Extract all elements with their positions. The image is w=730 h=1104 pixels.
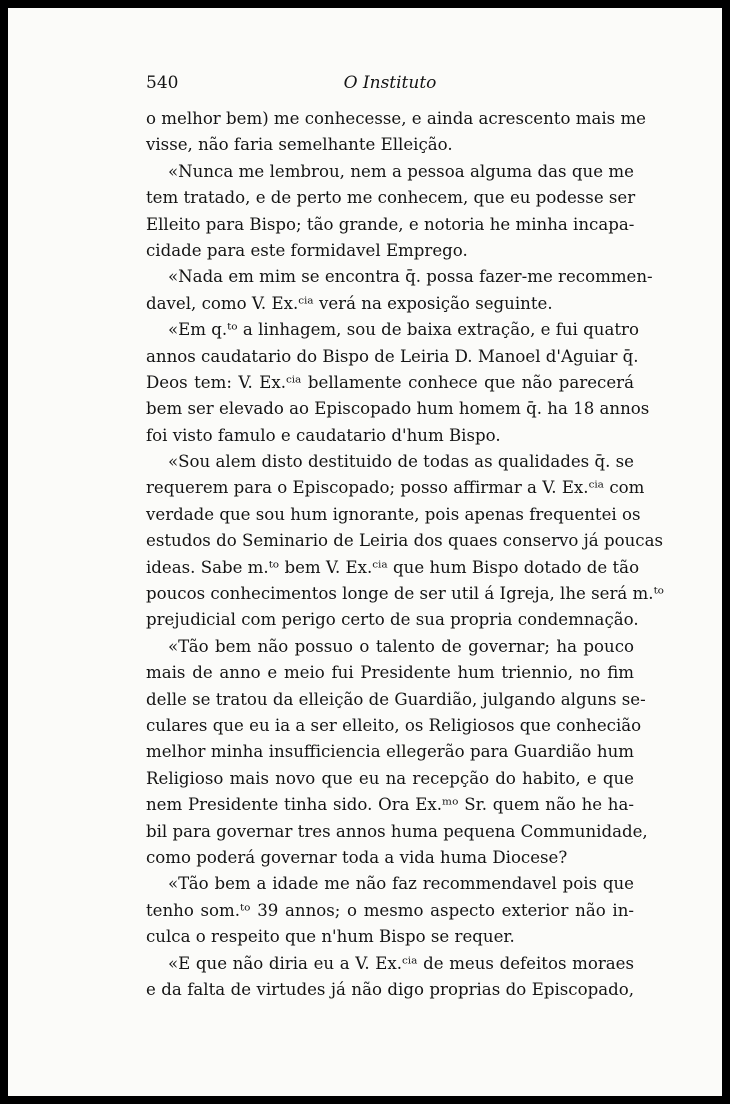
text-line: prejudicial com perigo certo de sua propria condemnação.	[146, 610, 639, 630]
text-line: Religioso mais novo que eu na recepção do habito, e que	[146, 768, 634, 788]
text-line: ideas. Sabe m.ᵗᵒ bem V. Ex.ᶜⁱᵃ que hum Bispo dotado de tão	[146, 557, 640, 577]
text-line: Elleito para Bispo; tão grande, e notoria he minha incapa-	[146, 214, 635, 234]
text-line: verdade que sou hum ignorante, pois apenas frequentei os	[146, 504, 641, 524]
text-line: e da falta de virtudes já não digo proprias do Episcopado,	[146, 979, 634, 999]
text-line: davel, como V. Ex.ᶜⁱᵃ verá na exposição seguinte.	[146, 293, 553, 313]
text-line: requerem para o Episcopado; posso affirmar a V. Ex.ᶜⁱᵃ com	[146, 478, 645, 498]
text-line: nem Presidente tinha sido. Ora Ex.ᵐᵒ Sr. quem não he ha-	[146, 795, 634, 815]
text-line: «Em q.ᵗᵒ a linhagem, sou de baixa extração, e fui quatro	[168, 320, 639, 340]
text-line: visse, não faria semelhante Elleição.	[146, 135, 453, 155]
page-header	[146, 73, 634, 97]
text-line: annos caudatario do Bispo de Leiria D. Manoel d'Aguiar q̄.	[146, 346, 639, 366]
text-line: poucos conhecimentos longe de ser util á Igreja, lhe será m.ᵗᵒ	[146, 584, 665, 604]
text-line: melhor minha insufficiencia ellegerão para Guardião hum	[146, 742, 634, 762]
book-page	[8, 8, 722, 1096]
page-number: 540	[146, 73, 179, 93]
text-line: «Sou alem disto destituido de todas as qualidades q̄. se	[168, 452, 634, 472]
text-line: o melhor bem) me conhecesse, e ainda acrescento mais me	[146, 109, 647, 128]
text-line: Deos tem: V. Ex.ᶜⁱᵃ bellamente conhece que não parecerá	[146, 372, 634, 392]
text-line: «Nunca me lembrou, nem a pessoa alguma das que me	[168, 161, 634, 181]
text-line: «Tão bem não possuo o talento de governar; ha pouco	[168, 636, 634, 656]
text-line: bem ser elevado ao Episcopado hum homem q̄. ha 18 annos	[146, 399, 650, 419]
text-line: delle se tratou da elleição de Guardião, julgando alguns se-	[146, 689, 646, 709]
body-text	[146, 106, 665, 1003]
text-line: foi visto famulo e caudatario d'hum Bispo.	[146, 425, 501, 445]
text-line: «E que não diria eu a V. Ex.ᶜⁱᵃ de meus defeitos moraes	[168, 953, 634, 973]
text-line: tem tratado, e de perto me conhecem, que eu podesse ser	[146, 188, 636, 208]
text-line: culca o respeito que n'hum Bispo se requer.	[146, 927, 515, 947]
text-line: cidade para este formidavel Emprego.	[146, 240, 468, 260]
text-line: bil para governar tres annos huma pequena Communidade,	[146, 821, 648, 841]
text-line: culares que eu ia a ser elleito, os Religiosos que conhecião	[146, 715, 642, 735]
text-line: como poderá governar toda a vida huma Diocese?	[146, 847, 568, 867]
text-line: «Tão bem a idade me não faz recommendavel pois que	[168, 874, 634, 894]
text-line: «Nada em mim se encontra q̄. possa fazer-me recommen-	[168, 267, 653, 287]
text-line: tenho som.ᵗᵒ 39 annos; o mesmo aspecto exterior não in-	[146, 900, 634, 920]
running-title: O Instituto	[343, 73, 437, 93]
text-line: estudos do Seminario de Leiria dos quaes conservo já poucas	[146, 531, 663, 551]
text-line: mais de anno e meio fui Presidente hum triennio, no fim	[146, 663, 634, 683]
